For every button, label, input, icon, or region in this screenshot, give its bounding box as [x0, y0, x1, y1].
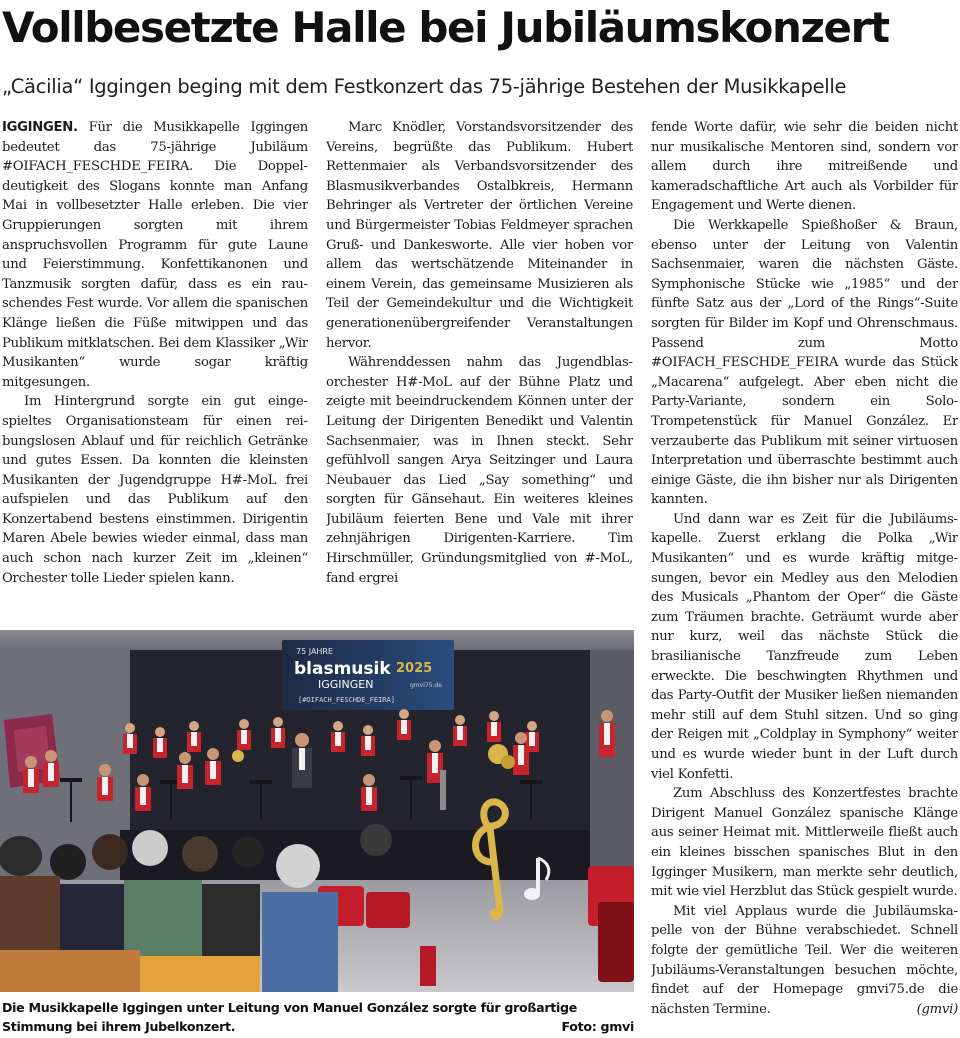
caption-text: Die Musikkapelle Iggingen unter Leitung von Manuel González sorgte für großartige Stimmung bei ihrem Jubelkonzert.: [2, 1000, 577, 1034]
hall-right-wall: [590, 650, 634, 880]
article-column-2: [326, 118, 633, 612]
banner-url: gmvi75.de: [410, 682, 442, 689]
concert-photo: [0, 630, 634, 992]
headline: Vollbesetzte Halle bei Jubiläumskonzert: [2, 3, 889, 52]
banner-hashtag: [#OIFACH_FESCHDE_FEIRA]: [298, 696, 395, 704]
article-paragraph: Und dann war es Zeit für die Jubiläumskapelle. Zuerst erklang die Polka „Wir Musikanten“ und es wurde kräftig mitgesungen, bevor ein Medley aus den Melodien des Musicals „Phantom der Oper“ die Gäste zum Träumen brachte. Geträumt wurde aber nur kurz, weil das nächste Stück die brasilianische Tanzfreude zum Leben erweckte. Die beschwingten Rhythmen und das Party-Outfit der Musiker ließen niemanden mehr still auf dem Stuhl sitzen. Und so ging der Reigen mit „Coldplay in Symphony“ weiter und es wurde wieder bunt in der Luft durch viel Konfetti.: [651, 511, 958, 782]
photo-caption: [2, 998, 634, 1036]
article-paragraph: [2, 118, 308, 392]
audience-bodies: [0, 876, 338, 992]
author-signature: (gmvi): [916, 1001, 958, 1017]
paragraph-text: Für die Musikkapelle Iggingen bedeutet das 75-jährige Jubiläum #OIFACH_FESCHDE_FEIRA. Die Doppeldeutigkeit des Slogans konnte man Anfang Mai in vollbesetzter Halle erleben. Die vier Gruppierungen sorgten mit ihrem anspruchsvollen Programm für gute Laune und Feierstimmung. Konfettikanonen und Tanzmusik sorgten dafür, dass es ein rauschendes Fest wurde. Vor allem die spanischen Klänge ließen die Füße mitwippen und das Publikum mitklatschen. Bei dem Klassiker „Wir Musikanten“ wurde sogar kräftig mitgesungen.: [2, 120, 308, 390]
concert-banner: [282, 640, 454, 710]
article-column-1: [2, 118, 308, 612]
dateline: IGGINGEN.: [2, 120, 78, 135]
banner-line-2: blasmusik: [294, 659, 391, 679]
banner-line-3: IGGINGEN: [318, 678, 374, 691]
banner-line-1: 75 JAHRE: [296, 647, 334, 656]
photo-credit: Foto: gmvi: [561, 1019, 634, 1034]
article-paragraph: Die Werkkapelle Spießhoßer & Braun, ebenso unter der Leitung von Valentin Sachsenmaier, waren die nächsten Gäste. Symphonische Stücke wie „1985“ und der fünfte Satz aus der „Lord of the Rings“-Suite sorgten für Bilder im Kopf und Ohrenschmaus. Passend zum Motto #OIFACH_FESCHDE_FEIRA wurde das Stück „Macarena“ aufgelegt. Aber eben nicht die Party-Variante, sondern ein Solo-Trompetenstück für Manuel González. Er verzauberte das Publikum mit seiner virtuosen Interpretation und überraschte bestimmt auch einige Gäste, die ihn bisher nur als Dirigenten kannten.: [651, 217, 958, 508]
article-paragraph: Marc Knödler, Vorstandsvorsitzender des Vereins, begrüßte das Publikum. Hubert Rettenmaier als Verbandsvorsitzender des Blasmusikverbandes Ostalbkreis, Hermann Behringer als Vertreter der örtlichen Vereine und Bürgermeister Tobias Feldmeyer sprachen Gruß- und Dankesworte. Alle vier hoben vor allem das wertschätzende Miteinander in einem Verein, das gemeinsame Musizieren als Teil der Gemeindekultur und die Wichtigkeit generationenübergreifender Veranstaltungen hervor.: [326, 120, 633, 351]
subheadline: „Cäcilia“ Iggingen beging mit dem Festkonzert das 75-jährige Bestehen der Musikkapelle: [2, 75, 847, 98]
article-paragraph: Im Hintergrund sorgte ein gut eingespieltes Organisationsteam für einen reibungslosen Ablauf und für reichlich Getränke und gutes Essen. Da konnten die kleinsten Musikanten der Jugendgruppe H#-MoL frei aufspielen und das Publikum auf den Konzertabend bestens einstimmen. Dirigentin Maren Abele bewies wieder einmal, dass man auch schon nach kurzer Zeit im „kleinen“ Orchester tolle Lieder spielen kann.: [2, 394, 308, 586]
paragraph-text: Mit viel Applaus wurde die Jubiläumskapelle von der Bühne verabschiedet. Schnell folgte der gemütliche Teil. Wer die weiteren Jubiläums-Veranstaltungen besuchen möchte, findet auf der Homepage gmvi75.de die nächsten Termine.: [651, 903, 958, 1017]
article-paragraph: Währenddessen nahm das Jugendblasorchester H#-MoL auf der Bühne Platz und zeigte mit beeindruckendem Können unter der Leitung der Dirigenten Benedikt und Valentin Sachsenmaier, was in Ihnen steckt. Sehr gefühlvoll sangen Arya Seitzinger und Laura Neubauer das Lied „Say something“ und sorgten für Gänsehaut. Ein weiteres kleines Jubiläum feierten Bene und Vale mit ihrer zehnjährigen Dirigenten-Karriere. Tim Hirschmüller, Gründungsmitglied von #-MoL, fand ergrei: [326, 355, 633, 586]
article-column-3: [651, 118, 958, 1038]
concert-photo-illustration: [0, 630, 634, 992]
article-paragraph: fende Worte dafür, wie sehr die beiden nicht nur musikalische Mentoren sind, sondern vor allem durch ihre mitreißende und kameradschaftliche Art auch als Vorbilder für Engagement und Werte dienen.: [651, 120, 958, 214]
banner-year: 2025: [396, 661, 433, 676]
article-paragraph: Zum Abschluss des Konzertfestes brachte Dirigent Manuel González spanische Klänge aus seiner Heimat mit. Mittlerweile fließt auch ein kleines bisschen spanisches Blut in den Igginger Musikern, man merkte sehr deutlich, mit wie viel Herzblut das Stück gespielt wurde.: [651, 786, 958, 900]
article-paragraph: [651, 902, 958, 1020]
